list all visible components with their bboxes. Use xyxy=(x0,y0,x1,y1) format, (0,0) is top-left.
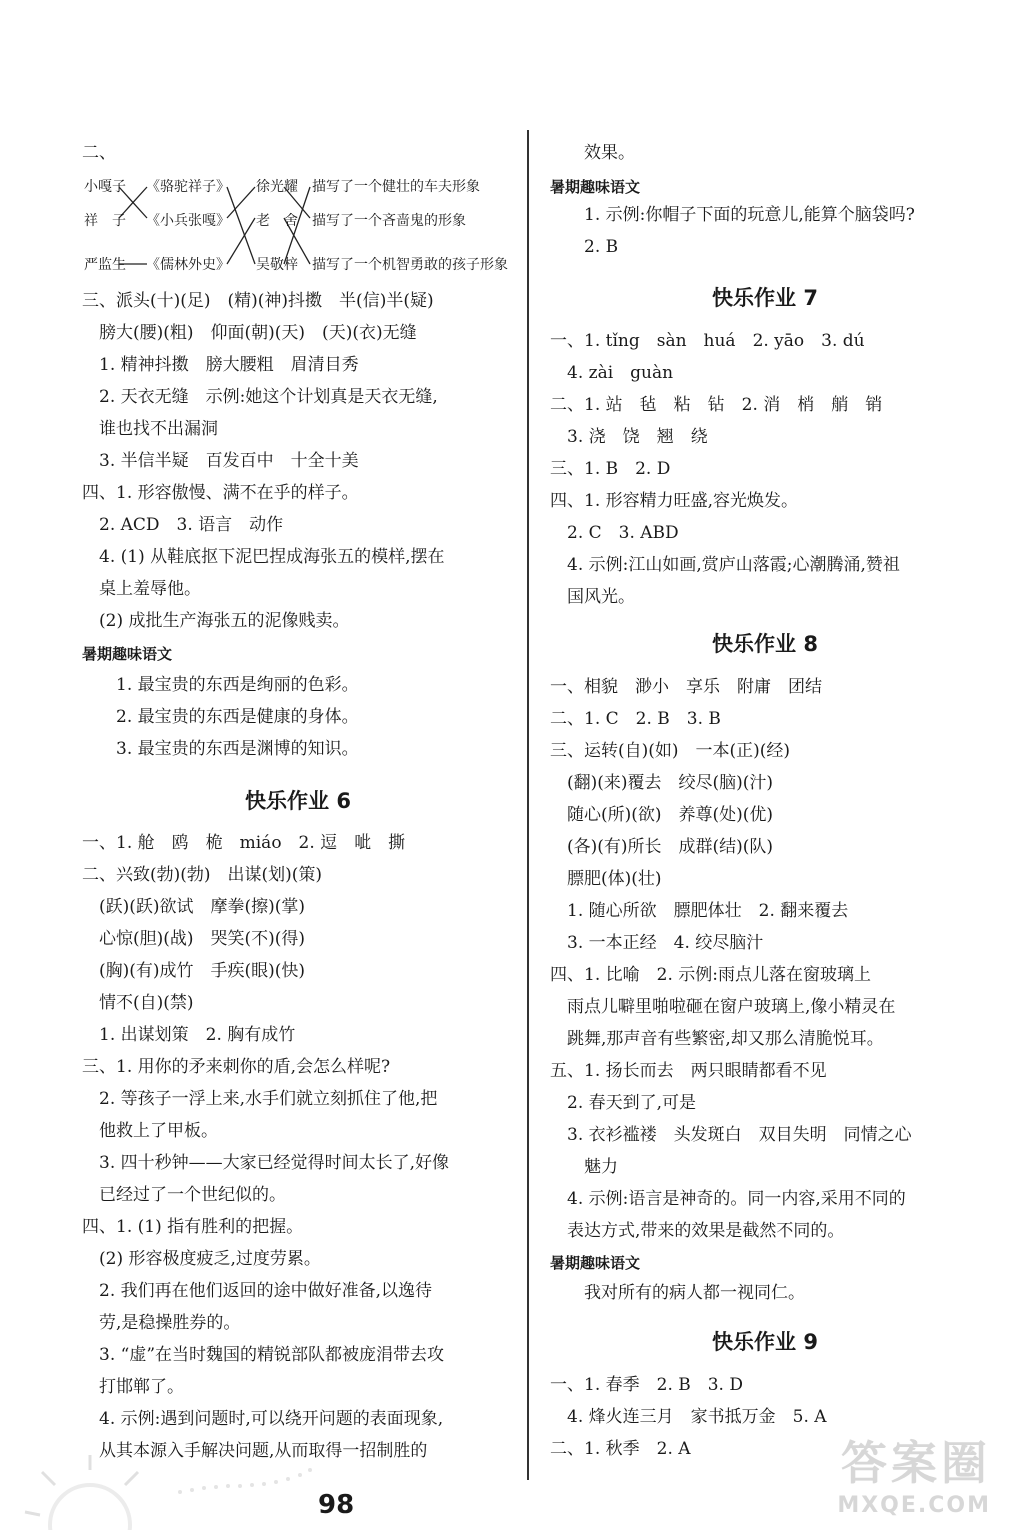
answer-line: 4. 示例:江山如画,赏庐山落霞;心潮腾涌,赞祖 xyxy=(550,555,900,575)
answer-line: 1. 示例:你帽子下面的玩意儿,能算个脑袋吗? xyxy=(550,205,915,225)
match-item: 小嘎子 xyxy=(84,179,126,195)
answer-line: 桌上羞辱他。 xyxy=(82,579,201,599)
match-item: 《骆驼祥子》 xyxy=(146,179,230,195)
answer-line: 一、1. tǐng sàn huá 2. yāo 3. dú xyxy=(550,331,865,351)
answer-line: 一、1. 春季 2. B 3. D xyxy=(550,1375,743,1395)
answer-line: 三、运转(自)(如) 一本(正)(经) xyxy=(550,741,791,761)
answer-line: 2. C 3. ABD xyxy=(550,523,679,543)
fun-chinese-heading: 暑期趣味语文 xyxy=(550,178,641,196)
answer-line: 4. zài guàn xyxy=(550,363,674,383)
answer-line: (2) 形容极度疲乏,过度劳累。 xyxy=(82,1249,321,1269)
answer-line: 三、派头(十)(足) (精)(神)抖擞 半(信)半(疑) xyxy=(82,291,434,311)
watermark-url: MXQE.COM xyxy=(837,1493,991,1518)
answer-line: 五、1. 扬长而去 两只眼睛都看不见 xyxy=(550,1061,827,1081)
column-divider xyxy=(527,130,529,1480)
answer-line: 膘肥(体)(壮) xyxy=(550,869,662,889)
answer-line: (各)(有)所长 成群(结)(队) xyxy=(550,837,774,857)
answer-line: 三、1. 用你的矛来刺你的盾,会怎么样呢? xyxy=(82,1057,391,1077)
answer-line: 谁也找不出漏洞 xyxy=(82,419,218,439)
fun-chinese-heading: 暑期趣味语文 xyxy=(550,1254,641,1272)
answer-line: 3. 四十秒钟——大家已经觉得时间太长了,好像 xyxy=(82,1153,450,1173)
answer-line: 他救上了甲板。 xyxy=(82,1121,218,1141)
answer-line: 二、兴致(勃)(勃) 出谋(划)(策) xyxy=(82,865,323,885)
answer-line: 一、1. 舱 鸥 桅 miáo 2. 逗 呲 撕 xyxy=(82,833,406,853)
answer-line: 一、相貌 渺小 享乐 附庸 团结 xyxy=(550,677,822,697)
answer-line: 魅力 xyxy=(550,1157,618,1177)
match-item: 描写了一个机智勇敢的孩子形象 xyxy=(312,257,508,273)
answer-line: 2. 春天到了,可是 xyxy=(550,1093,697,1113)
answer-line: 我对所有的病人都一视同仁。 xyxy=(550,1283,805,1303)
answer-line: 情不(自)(禁) xyxy=(82,993,194,1013)
sun-decoration-icon xyxy=(20,1430,340,1530)
answer-line: 2. 我们再在他们返回的途中做好准备,以逸待 xyxy=(82,1281,433,1301)
answer-line: 2. 天衣无缝 示例:她这个计划真是天衣无缝, xyxy=(82,387,438,407)
answer-line: 膀大(腰)(粗) 仰面(朝)(天) (天)(衣)无缝 xyxy=(82,323,417,343)
answer-line: 四、1. 比喻 2. 示例:雨点儿落在窗玻璃上 xyxy=(550,965,871,985)
answer-line: 三、1. B 2. D xyxy=(550,459,671,479)
answer-line: 随心(所)(欲) 养尊(处)(优) xyxy=(550,805,774,825)
answer-line: 已经过了一个世纪似的。 xyxy=(82,1185,286,1205)
answer-line: 3. 最宝贵的东西是渊博的知识。 xyxy=(82,739,359,759)
homework-title: 快乐作业 7 xyxy=(712,286,818,310)
answer-line: 3. “虚”在当时魏国的精锐部队都被庞涓带去攻 xyxy=(82,1345,445,1365)
answer-line: (跃)(跃)欲试 摩拳(擦)(掌) xyxy=(82,897,306,917)
answer-line: 国风光。 xyxy=(550,587,635,607)
match-item: 老 舍 xyxy=(256,213,298,229)
watermark-brand: 答案圈 xyxy=(841,1436,991,1490)
answer-line: 心惊(胆)(战) 哭笑(不)(得) xyxy=(82,929,306,949)
page-number: 98 xyxy=(318,1490,355,1520)
answer-line: 2. 最宝贵的东西是健康的身体。 xyxy=(82,707,359,727)
answer-line: 3. 浇 饶 翘 绕 xyxy=(550,427,708,447)
answer-line: 劳,是稳操胜券的。 xyxy=(82,1313,241,1333)
answer-line: 3. 一本正经 4. 绞尽脑汁 xyxy=(550,933,764,953)
match-item: 徐光耀 xyxy=(256,179,298,195)
answer-line: 4. 烽火连三月 家书抵万金 5. A xyxy=(550,1407,827,1427)
match-item: 《小兵张嘎》 xyxy=(146,213,230,229)
answer-line: 二、1. 秋季 2. A xyxy=(550,1439,691,1459)
answer-line: 1. 随心所欲 膘肥体壮 2. 翻来覆去 xyxy=(550,901,849,921)
answer-line: 1. 最宝贵的东西是绚丽的色彩。 xyxy=(82,675,359,695)
answer-line: (2) 成批生产海张五的泥像贱卖。 xyxy=(82,611,350,631)
answer-line: 表达方式,带来的效果是截然不同的。 xyxy=(550,1221,845,1241)
answer-line: 效果。 xyxy=(550,143,635,163)
answer-line: (翻)(来)覆去 绞尽(脑)(汁) xyxy=(550,773,774,793)
answer-line: 二、1. 站 毡 粘 钻 2. 消 梢 艄 销 xyxy=(550,395,883,415)
answer-line: 四、1. 形容精力旺盛,容光焕发。 xyxy=(550,491,799,511)
match-item: 吴敬梓 xyxy=(256,257,298,273)
answer-line: 4. 示例:遇到问题时,可以绕开问题的表面现象, xyxy=(82,1409,444,1429)
match-item: 严监生 xyxy=(84,257,126,273)
answer-line: 1. 精神抖擞 膀大腰粗 眉清目秀 xyxy=(82,355,359,375)
match-item: 描写了一个健壮的车夫形象 xyxy=(312,179,480,195)
match-item: 《儒林外史》 xyxy=(146,257,230,273)
match-item: 描写了一个吝啬鬼的形象 xyxy=(312,213,466,229)
homework-title: 快乐作业 8 xyxy=(712,632,818,656)
answer-line: 1. 出谋划策 2. 胸有成竹 xyxy=(82,1025,296,1045)
answer-line: 3. 半信半疑 百发百中 十全十美 xyxy=(82,451,359,471)
answer-line: 二、1. C 2. B 3. B xyxy=(550,709,721,729)
answer-line: (胸)(有)成竹 手疾(眼)(快) xyxy=(82,961,306,981)
answer-line: 2. 等孩子一浮上来,水手们就立刻抓住了他,把 xyxy=(82,1089,438,1109)
answer-line: 四、1. 形容傲慢、满不在乎的样子。 xyxy=(82,483,359,503)
answer-line: 跳舞,那声音有些繁密,却又那么清脆悦耳。 xyxy=(550,1029,884,1049)
match-item: 祥 子 xyxy=(84,213,126,229)
watermark xyxy=(837,1427,991,1518)
homework-title: 快乐作业 9 xyxy=(712,1330,818,1354)
answer-line: 2. ACD 3. 语言 动作 xyxy=(82,515,284,535)
answer-line: 从其本源入手解决问题,从而取得一招制胜的 xyxy=(82,1441,428,1461)
answer-line: 雨点儿噼里啪啦砸在窗户玻璃上,像小精灵在 xyxy=(550,997,896,1017)
answer-line: 2. B xyxy=(550,237,619,257)
answer-line: 3. 衣衫褴褛 头发斑白 双目失明 同情之心 xyxy=(550,1125,912,1145)
answer-line: 4. (1) 从鞋底抠下泥巴捏成海张五的模样,摆在 xyxy=(82,547,445,567)
fun-chinese-heading: 暑期趣味语文 xyxy=(82,645,173,663)
section-heading: 二、 xyxy=(82,143,116,163)
answer-line: 4. 示例:语言是神奇的。同一内容,采用不同的 xyxy=(550,1189,906,1209)
answer-line: 四、1. (1) 指有胜利的把握。 xyxy=(82,1217,304,1237)
answer-line: 打邯郸了。 xyxy=(82,1377,184,1397)
homework-title: 快乐作业 6 xyxy=(245,789,351,813)
